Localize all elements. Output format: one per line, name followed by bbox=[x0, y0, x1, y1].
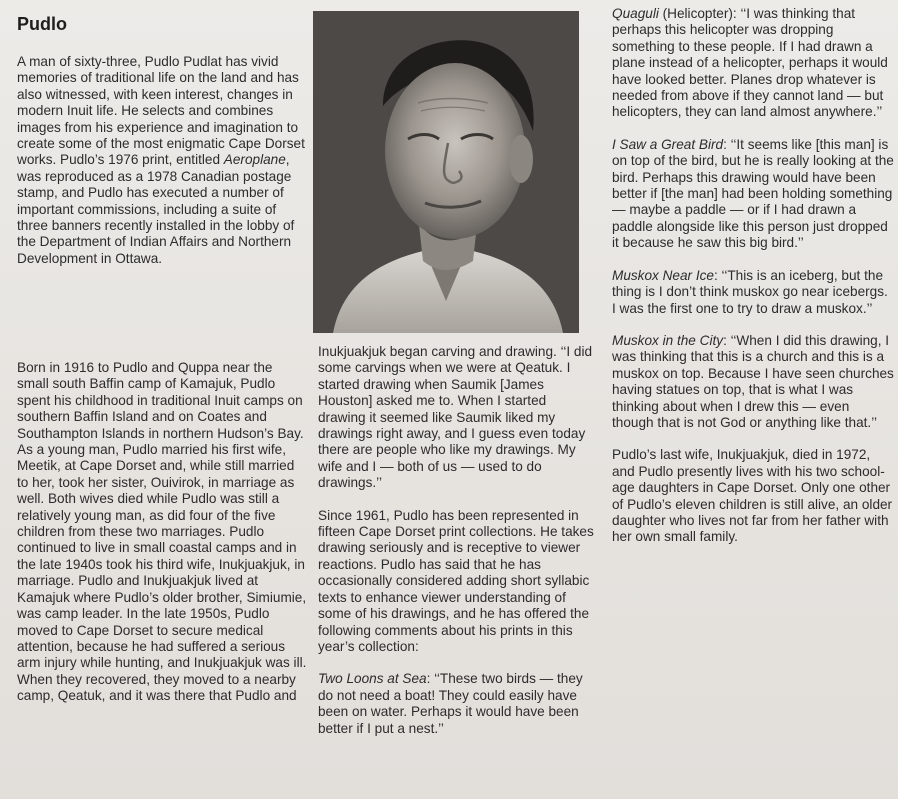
portrait-image bbox=[313, 11, 579, 333]
family-paragraph: Pudlo’s last wife, Inukjuakjuk, died in 1972, and Pudlo presently lives with his two school-age daughters in Cape Dorset. Only one other of Pudlo’s eleven children is still alive, an older daughter who lives not far from her father with her own small family. bbox=[612, 447, 893, 545]
intro-text-end: , was reproduced as a 1978 Canadian postage stamp, and Pudlo has executed a number of important commissions, including a suite of three banners recently installed in the lobby of the Department of Indian Affairs and Northern Development in Ottawa. bbox=[17, 152, 295, 266]
portrait-photo bbox=[313, 11, 579, 333]
comment-two-loons-text: : ‘‘These two birds — they do not need a boat! They could easily have been on water. Perhaps it would have been better if I put a nest.’’ bbox=[318, 671, 583, 736]
right-column bbox=[612, 6, 894, 546]
print-title-quaguli: Quaguli bbox=[612, 6, 659, 21]
comment-great-bird bbox=[612, 137, 894, 252]
print-title-two-loons: Two Loons at Sea bbox=[318, 671, 427, 687]
intro-column bbox=[17, 54, 309, 267]
print-title-aeroplane: Aeroplane bbox=[223, 152, 286, 168]
print-title-great-bird: I Saw a Great Bird bbox=[612, 136, 724, 152]
comment-muskox-city-text: : ‘‘When I did this drawing, I was thinking that this is a church and this is a muskox on top. Because I have seen churches having statues on top, that is what I was thinking about when I drew this — even though that is not God or anything like that.’’ bbox=[612, 332, 894, 430]
comment-great-bird-text: : ‘‘It seems like [this man] is on top of the bird, but he is really looking at the bird. Perhaps this drawing would have been better if [the man] had been holding something — maybe a paddle — or if I had drawn a paddle alongside like this person just dropped it because he saw this big bird.’’ bbox=[612, 136, 894, 251]
middle-column bbox=[318, 344, 596, 737]
comment-quaguli bbox=[612, 6, 894, 121]
comment-two-loons bbox=[318, 671, 596, 737]
biography-paragraph: Born in 1916 to Pudlo and Quppa near the small south Baffin camp of Kamajuk, Pudlo spent his childhood in traditional Inuit camps on southern Baffin Island and on Coates and Southampton Islands in northern Hudson’s Bay. As a young man, Pudlo married his first wife, Meetik, at Cape Dorset and, while still married to her, took her sister, Ouivirok, in marriage as well. Both wives died while Pudlo was still a relatively young man, as did four of the five children from these two marriages. Pudlo continued to live in small coastal camps and in the late 1940s took his third wife, Inukjuakjuk, in marriage. Pudlo and Inukjuakjuk lived at Kamajuk where Pudlo’s older brother, Simiumie, was camp leader. In the late 1950s, Pudlo moved to Cape Dorset to secure medical attention, because he had suffered a serious arm injury while hunting, and Inukjuakjuk was ill. When they recovered, they moved to a nearby camp, Qeatuk, and it was there that Pudlo and bbox=[17, 360, 307, 704]
carving-paragraph: Inukjuakjuk began carving and drawing. ‘‘I did some carvings when we were at Qeatuk. I started drawing when Saumik [James Houston] asked me to. When I started drawing it seemed like Saumik liked my drawings right away, and I guess even today there are people who like my drawings. My wife and I — both of us — used to do drawings.’’ bbox=[318, 344, 593, 491]
intro-text-start: A man of sixty-three, Pudlo Pudlat has vivid memories of traditional life on the land and has also witnessed, with keen interest, changes in modern Inuit life. He selects and combines images from his experience and imagination to create some of the most enigmatic Cape Dorset works. Pudlo’s 1976 print, entitled bbox=[17, 54, 305, 168]
biography-column bbox=[17, 360, 307, 705]
print-collections-paragraph: Since 1961, Pudlo has been represented in fifteen Cape Dorset print collections. He takes drawing seriously and is receptive to viewer reactions. Pudlo has said that he has occasionally considered adding short syllabic texts to enhance viewer understanding of some of his drawings, and he has offered the following comments about his prints in this year’s collection: bbox=[318, 507, 594, 654]
print-title-muskox-city: Muskox in the City bbox=[612, 332, 724, 348]
intro-paragraph bbox=[17, 54, 309, 267]
comment-quaguli-text: (Helicopter): ‘‘I was thinking that perhaps this helicopter was dropping something to these people. If I had drawn a plane instead of a helicopter, perhaps it would have looked better. Planes drop whatever is needed from above if they cannot land — but helicopters, they can land almost anywhere.’’ bbox=[612, 6, 888, 120]
print-title-muskox-ice: Muskox Near Ice bbox=[612, 267, 714, 283]
comment-muskox-ice-text: : ‘‘This is an iceberg, but the thing is I don’t think muskox go near icebergs. I was the first one to try to draw a muskox.’’ bbox=[612, 267, 888, 316]
comment-muskox-ice bbox=[612, 268, 894, 317]
page-title: Pudlo bbox=[17, 14, 67, 34]
comment-muskox-city bbox=[612, 333, 894, 431]
